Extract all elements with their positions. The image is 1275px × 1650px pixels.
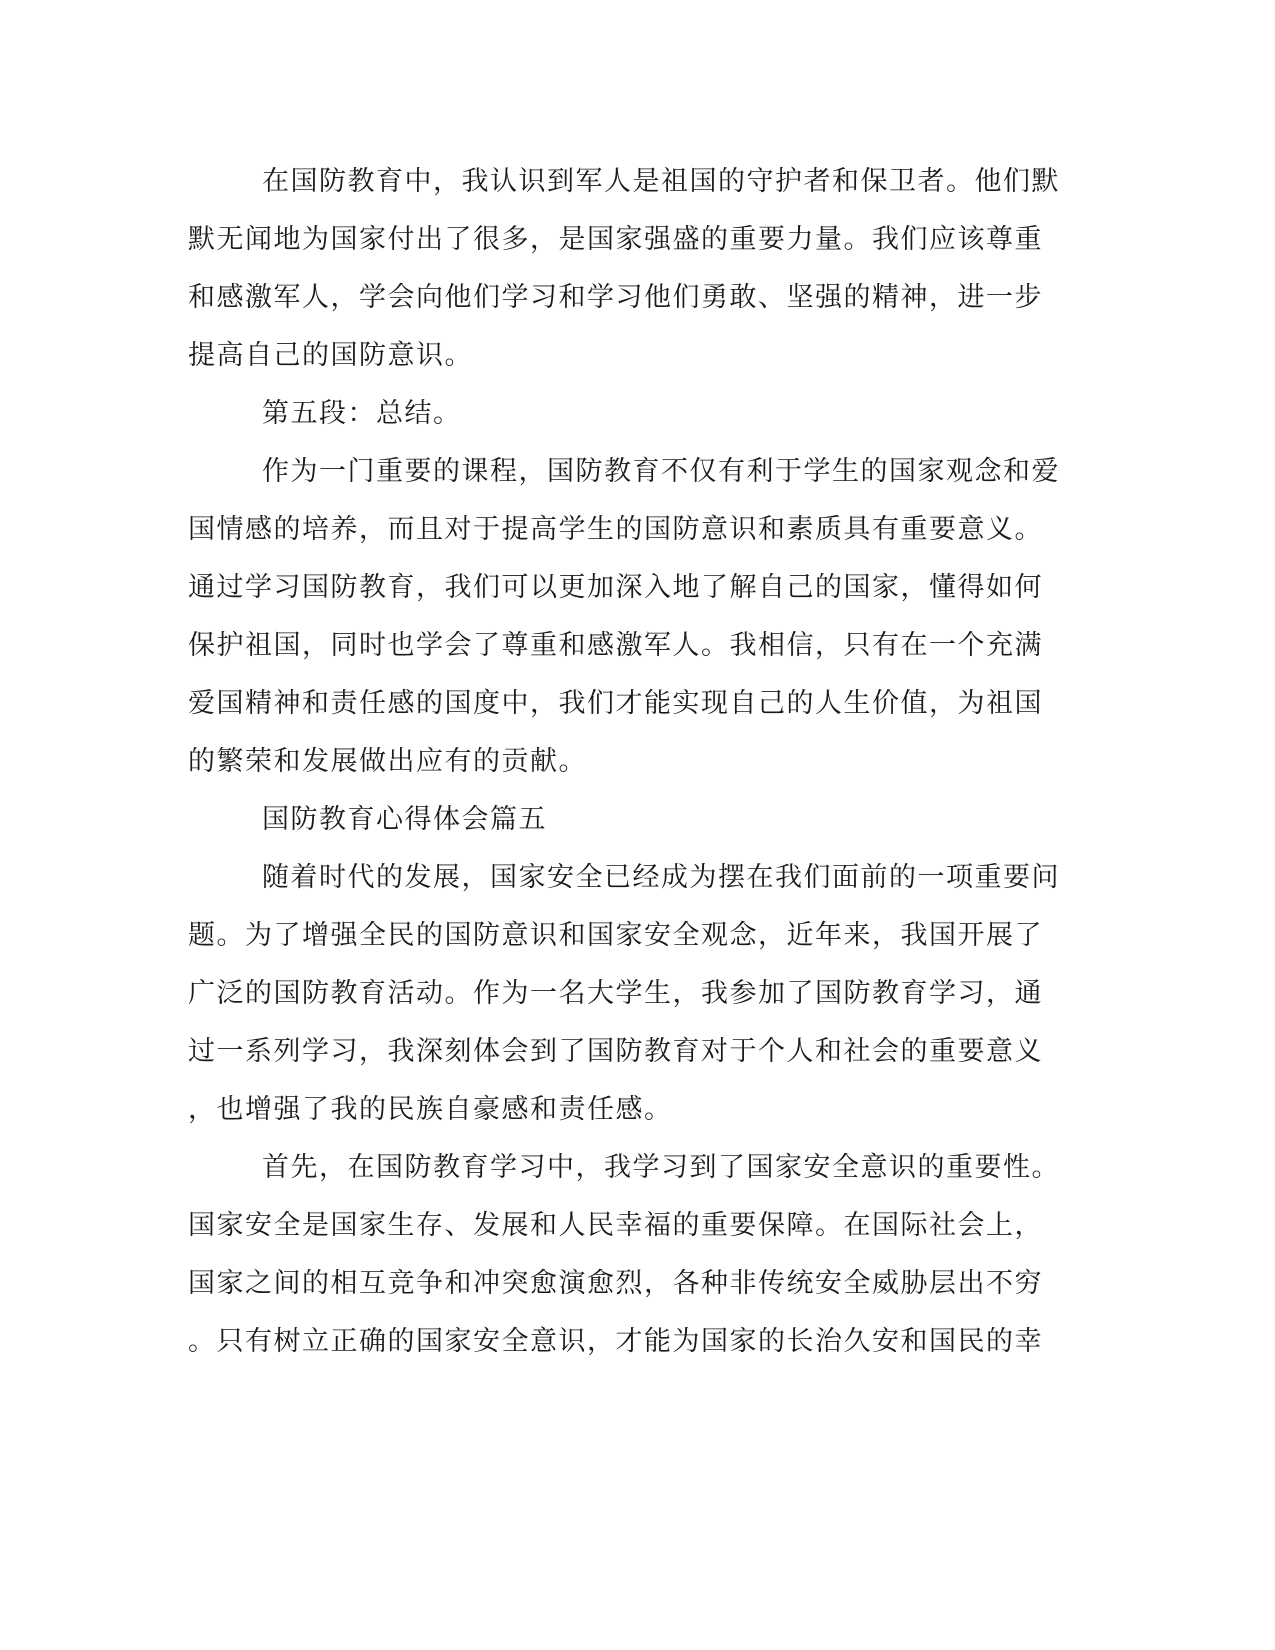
article-title: 国防教育心得体会篇五 <box>262 804 547 835</box>
section-heading: 第五段：总结。 <box>262 398 462 429</box>
text-line: ，也增强了我的民族自豪感和责任感。 <box>188 1094 673 1125</box>
text-line: 作为一门重要的课程，国防教育不仅有利于学生的国家观念和爱 <box>262 456 1060 487</box>
text-line: 国情感的培养，而且对于提高学生的国防意识和素质具有重要意义。 <box>188 514 1043 545</box>
text-line: 首先，在国防教育学习中，我学习到了国家安全意识的重要性。 <box>262 1152 1060 1183</box>
text-line: 国家安全是国家生存、发展和人民幸福的重要保障。在国际社会上， <box>188 1210 1043 1241</box>
text-line: 在国防教育中，我认识到军人是祖国的守护者和保卫者。他们默 <box>262 166 1060 197</box>
text-line: 通过学习国防教育，我们可以更加深入地了解自己的国家，懂得如何 <box>188 572 1043 603</box>
text-line: 爱国精神和责任感的国度中，我们才能实现自己的人生价值，为祖国 <box>188 688 1043 719</box>
text-line: 。只有树立正确的国家安全意识，才能为国家的长治久安和国民的幸 <box>188 1326 1043 1357</box>
text-line: 保护祖国，同时也学会了尊重和感激军人。我相信，只有在一个充满 <box>188 630 1043 661</box>
text-line: 题。为了增强全民的国防意识和国家安全观念，近年来，我国开展了 <box>188 920 1043 951</box>
text-line: 随着时代的发展，国家安全已经成为摆在我们面前的一项重要问 <box>262 862 1060 893</box>
text-line: 广泛的国防教育活动。作为一名大学生，我参加了国防教育学习，通 <box>188 978 1043 1009</box>
text-line: 国家之间的相互竞争和冲突愈演愈烈，各种非传统安全威胁层出不穷 <box>188 1268 1043 1299</box>
text-line: 默无闻地为国家付出了很多，是国家强盛的重要力量。我们应该尊重 <box>188 224 1043 255</box>
text-line: 过一系列学习，我深刻体会到了国防教育对于个人和社会的重要意义 <box>188 1036 1043 1067</box>
text-line: 的繁荣和发展做出应有的贡献。 <box>188 746 587 777</box>
text-line: 提高自己的国防意识。 <box>188 340 473 371</box>
text-line: 和感激军人，学会向他们学习和学习他们勇敢、坚强的精神，进一步 <box>188 282 1043 313</box>
